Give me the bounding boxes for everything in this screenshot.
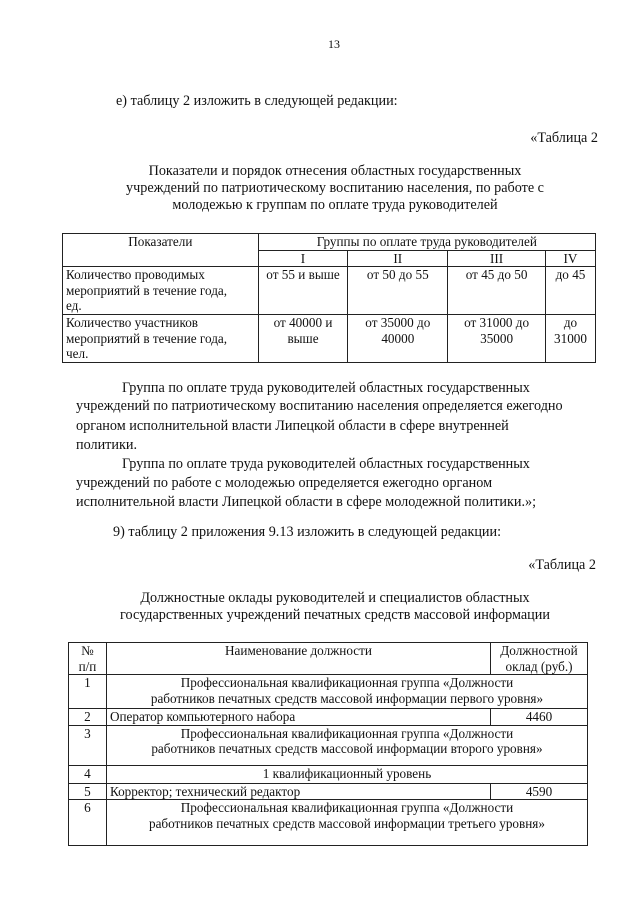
table2-salary: 4460: [491, 709, 588, 726]
table1-cell: от 40000 и выше: [258, 315, 348, 363]
table1-cell: до 31000: [546, 315, 596, 363]
table1-cell: от 55 и выше: [258, 267, 348, 315]
table-row: [69, 765, 588, 783]
item-9-text: 9) таблицу 2 приложения 9.13 изложить в следующей редакции:: [113, 524, 502, 540]
table-row: [63, 267, 596, 315]
table1-row2-label: Количество участников мероприятий в течение года, чел.: [63, 315, 259, 363]
table2-title: Должностные оклады руководителей и специалистов областных государственных учреждений печатных средств массовой информации: [120, 590, 550, 623]
table1-cell: от 50 до 55: [348, 267, 448, 315]
table1-group-ii: II: [348, 250, 448, 267]
table2-row-num: 3: [69, 725, 107, 765]
table1-cell: от 31000 до 35000: [448, 315, 546, 363]
table1-caption: «Таблица 2: [530, 130, 598, 146]
table2: [68, 642, 588, 846]
page-number: 13: [328, 37, 340, 51]
table2-header-name: Наименование должности: [106, 643, 490, 675]
table2-caption: «Таблица 2: [528, 557, 596, 573]
table-row: [69, 783, 588, 800]
paragraph1-line: органом исполнительной власти Липецкой области в сфере внутренней: [76, 418, 509, 434]
table2-header-salary: Должностной оклад (руб.): [491, 643, 588, 675]
table2-group-heading: Профессиональная квалификационная группа «Должности работников печатных средств массовой информации второго уровня»: [106, 725, 587, 765]
table1-header-indicators: Показатели: [63, 234, 259, 267]
table1-cell: от 35000 до 40000: [348, 315, 448, 363]
table1-group-iv: IV: [546, 250, 596, 267]
paragraph2-line: учреждений по работе с молодежью определяется ежегодно органом: [76, 475, 493, 491]
paragraph1-line: политики.: [76, 437, 137, 453]
table2-row-num: 4: [69, 765, 107, 783]
table1-group-iii: III: [448, 250, 546, 267]
table1-row1-label: Количество проводимых мероприятий в течение года, ед.: [63, 267, 259, 315]
paragraph2-line: исполнительной власти Липецкой области в сфере молодежной политики.»;: [76, 494, 537, 510]
table1-cell: до 45: [546, 267, 596, 315]
table-row: [69, 800, 588, 846]
item-e-text: е) таблицу 2 изложить в следующей редакции:: [116, 93, 398, 109]
table1-title: Показатели и порядок отнесения областных государственных учреждений по патриотическому воспитанию населения, по работе с молодежью к группам по оплате труда руководителей: [126, 163, 544, 213]
table-row: [63, 315, 596, 363]
table2-position-name: Корректор; технический редактор: [106, 783, 490, 800]
table2-row-num: 1: [69, 675, 107, 709]
table2-row-num: 2: [69, 709, 107, 726]
paragraph2-line: Группа по оплате труда руководителей областных государственных: [122, 456, 530, 472]
table-row: [69, 725, 588, 765]
table1-group-i: I: [258, 250, 348, 267]
paragraph1-line: Группа по оплате труда руководителей областных государственных: [122, 380, 530, 396]
table2-group-heading: Профессиональная квалификационная группа «Должности работников печатных средств массовой информации первого уровня»: [106, 675, 587, 709]
table2-row-num: 5: [69, 783, 107, 800]
paragraph1-line: учреждений по патриотическому воспитанию населения определяется ежегодно: [76, 398, 563, 414]
table2-row-num: 6: [69, 800, 107, 846]
table-row: [69, 709, 588, 726]
table1: [62, 233, 596, 363]
table2-position-name: Оператор компьютерного набора: [106, 709, 490, 726]
table1-header-groups: Группы по оплате труда руководителей: [258, 234, 595, 251]
table1-cell: от 45 до 50: [448, 267, 546, 315]
table2-header-num: № п/п: [69, 643, 107, 675]
table2-level-heading: 1 квалификационный уровень: [106, 765, 587, 783]
table-row: [69, 675, 588, 709]
table2-group-heading: Профессиональная квалификационная группа «Должности работников печатных средств массовой информации третьего уровня»: [106, 800, 587, 846]
table2-salary: 4590: [491, 783, 588, 800]
